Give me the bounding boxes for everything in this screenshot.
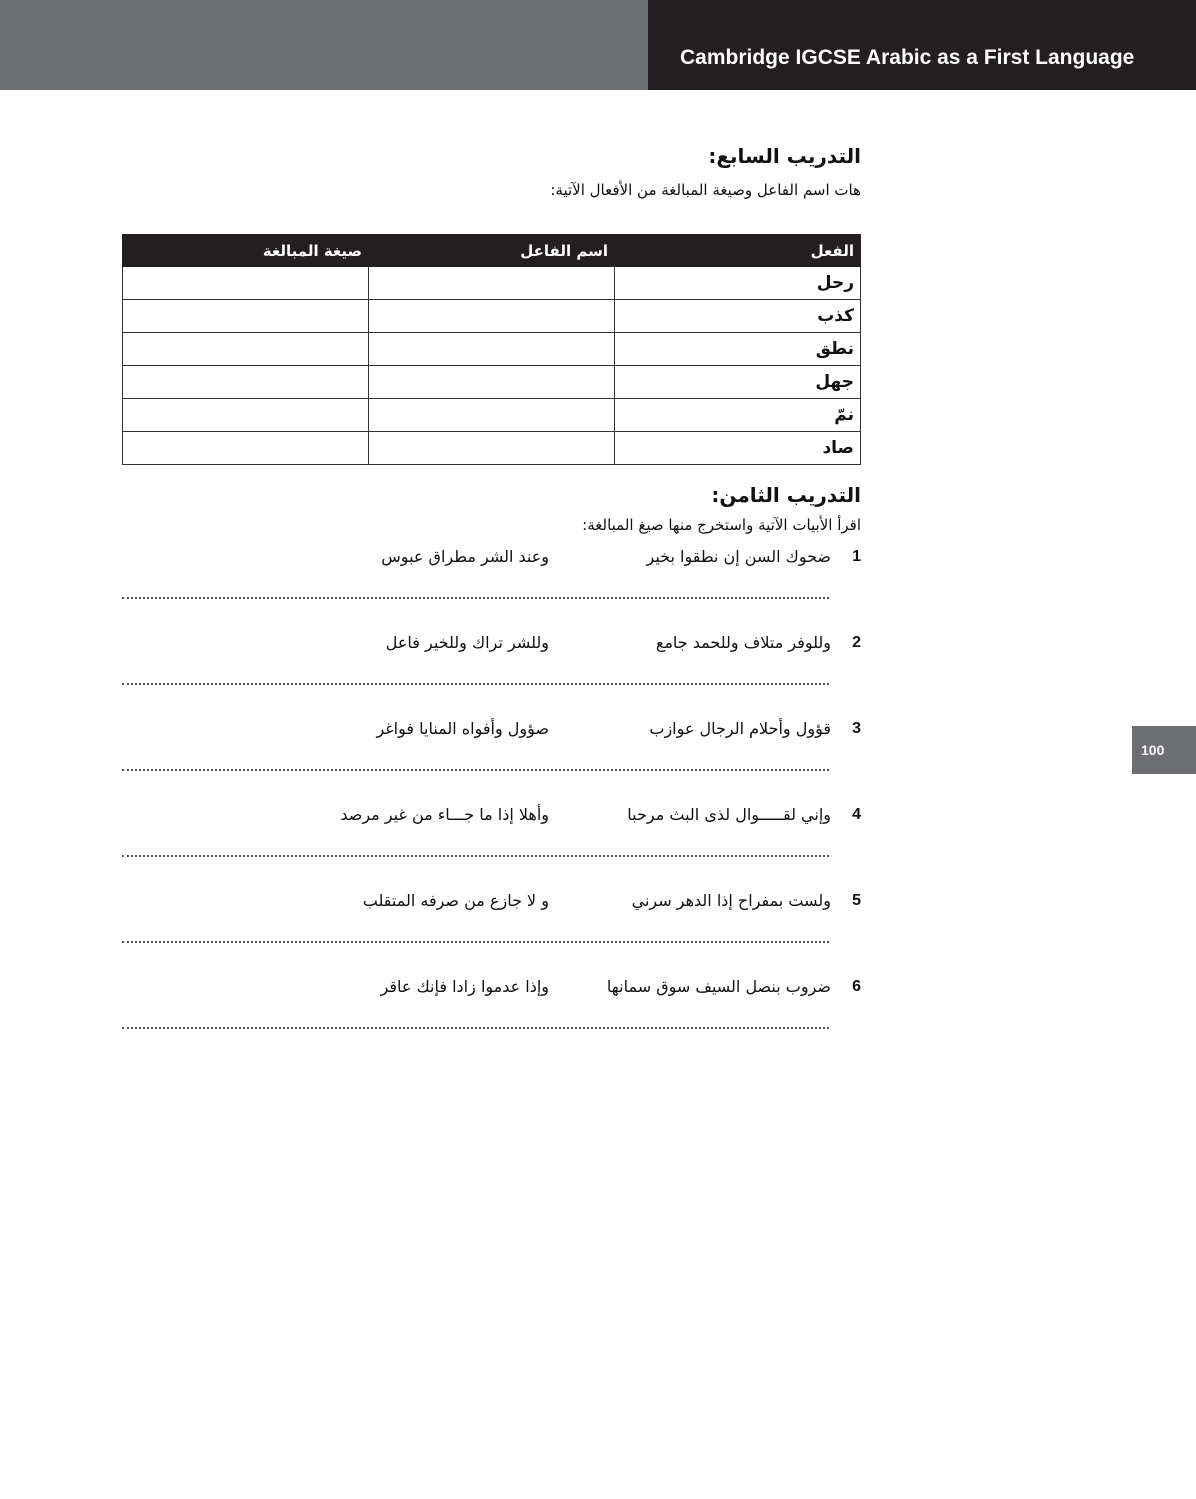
page-content <box>122 140 861 1059</box>
answer-line[interactable] <box>122 769 829 771</box>
verse-first-hemistich: وإني لقـــــوال لذى البث مرحبا <box>627 805 831 824</box>
verses-list <box>122 543 861 1059</box>
answer-cell[interactable] <box>369 399 615 432</box>
answer-cell[interactable] <box>369 300 615 333</box>
verse-first-hemistich: ضروب بنصل السيف سوق سمانها <box>606 977 831 996</box>
header-left-band <box>0 0 648 90</box>
verse-second-hemistich: وعند الشر مطراق عبوس <box>381 547 549 566</box>
col-verb: الفعل <box>615 235 861 267</box>
table-header-row <box>123 235 861 267</box>
verb-cell: رحل <box>615 267 861 300</box>
verse-second-hemistich: و لا جازع من صرفه المتقلب <box>362 891 549 910</box>
exercise8-instruction: اقرأ الأبيات الآتية واستخرج منها صيغ المبالغة: <box>582 516 861 534</box>
answer-cell[interactable] <box>123 366 369 399</box>
verse-first-hemistich: ضحوك السن إن نطقوا بخير <box>646 547 831 566</box>
verb-cell: نمّ <box>615 399 861 432</box>
verse-number: 3 <box>852 720 861 737</box>
answer-cell[interactable] <box>369 432 615 465</box>
exercise7-title: التدريب السابع: <box>708 144 861 168</box>
verb-cell: صاد <box>615 432 861 465</box>
col-active-participle: اسم الفاعل <box>369 235 615 267</box>
book-title: Cambridge IGCSE Arabic as a First Language <box>680 46 1135 69</box>
answer-cell[interactable] <box>369 333 615 366</box>
list-item <box>122 887 861 973</box>
verse-number: 5 <box>852 892 861 909</box>
verse-first-hemistich: وللوفر متلاف وللحمد جامع <box>655 633 831 652</box>
answer-cell[interactable] <box>123 267 369 300</box>
verse-number: 1 <box>852 548 861 565</box>
verb-cell: جهل <box>615 366 861 399</box>
verse-number: 4 <box>852 806 861 823</box>
answer-line[interactable] <box>122 1027 829 1029</box>
verse-second-hemistich: وللشر تراك وللخير فاعل <box>385 633 549 652</box>
table-row <box>123 399 861 432</box>
verse-second-hemistich: وإذا عدموا زادا فإنك عاقر <box>380 977 549 996</box>
table-row <box>123 366 861 399</box>
answer-cell[interactable] <box>123 399 369 432</box>
table-row <box>123 432 861 465</box>
verse-second-hemistich: وأهلا إذا ما جـــاء من غير مرصد <box>340 805 549 824</box>
header-right-band <box>648 0 1196 90</box>
verse-first-hemistich: ولست بمفراح إذا الدهر سرني <box>631 891 831 910</box>
table-row <box>123 300 861 333</box>
exercise7-instruction: هات اسم الفاعل وصيغة المبالغة من الأفعال الآتية: <box>550 181 861 199</box>
verb-cell: كذب <box>615 300 861 333</box>
answer-line[interactable] <box>122 941 829 943</box>
list-item <box>122 801 861 887</box>
verb-cell: نطق <box>615 333 861 366</box>
col-intensive-form: صيغة المبالغة <box>123 235 369 267</box>
answer-cell[interactable] <box>123 333 369 366</box>
answer-cell[interactable] <box>369 366 615 399</box>
answer-cell[interactable] <box>369 267 615 300</box>
answer-line[interactable] <box>122 597 829 599</box>
verbs-table <box>122 234 861 465</box>
verse-number: 2 <box>852 634 861 651</box>
list-item <box>122 973 861 1059</box>
answer-line[interactable] <box>122 683 829 685</box>
list-item <box>122 543 861 629</box>
verse-second-hemistich: صؤول وأفواه المنايا فواغر <box>376 719 549 738</box>
verse-first-hemistich: قؤول وأحلام الرجال عوازب <box>649 719 831 738</box>
exercise8-title: التدريب الثامن: <box>711 483 861 507</box>
page-number-tab: 100 <box>1132 726 1196 774</box>
answer-line[interactable] <box>122 855 829 857</box>
verse-number: 6 <box>852 978 861 995</box>
answer-cell[interactable] <box>123 300 369 333</box>
answer-cell[interactable] <box>123 432 369 465</box>
table-row <box>123 267 861 300</box>
table-row <box>123 333 861 366</box>
list-item <box>122 715 861 801</box>
list-item <box>122 629 861 715</box>
